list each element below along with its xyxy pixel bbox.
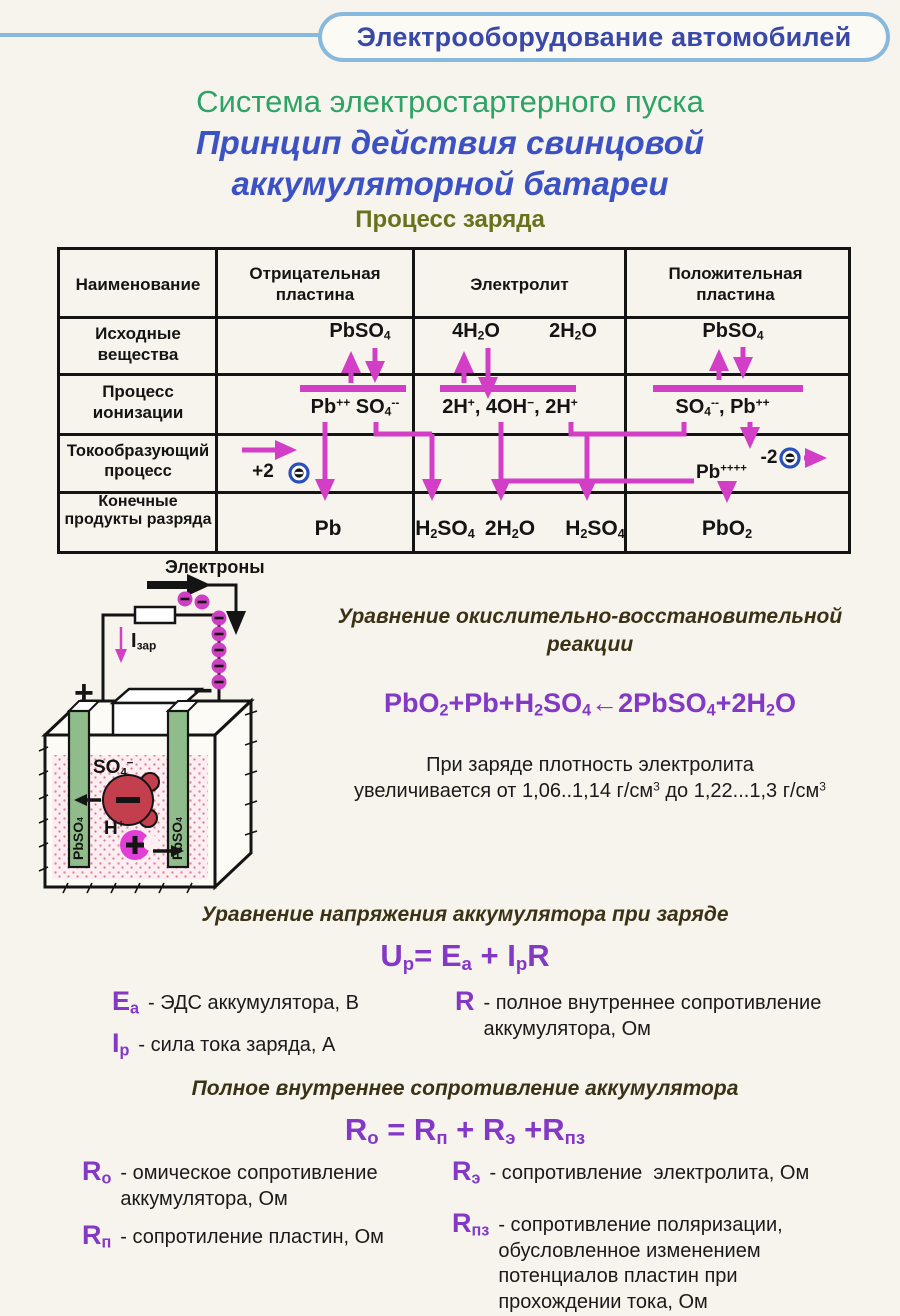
header-connector-line <box>0 33 322 37</box>
formula-final-pb: Pb <box>314 517 342 540</box>
formula-final-2h2o: $2H_2O$ <box>484 517 536 541</box>
charge-current-arrow-icon <box>115 627 127 663</box>
title-system: Система электростартерного пуска <box>196 84 704 119</box>
redox-heading-line2: реакции <box>546 633 634 657</box>
label-plus-two-electrons: +2 <box>252 461 274 482</box>
def-r-text: - полное внутреннее сопротивление аккумулятора, Ом <box>483 992 822 1040</box>
table-vertical-border <box>215 250 218 551</box>
def-rpz <box>452 1210 842 1315</box>
table-horizontal-border <box>60 316 848 319</box>
def-rp-text: - сопротиление пластин, Ом <box>120 1226 384 1248</box>
table-vertical-border <box>624 250 627 551</box>
formula-initial-electrolyte-1: $4H_2O$ <box>452 320 500 343</box>
title-principle-line1: Принцип действия свинцовой <box>195 124 705 161</box>
formula-ions-positive: $SO_4^{--}$, Pb++ <box>675 395 770 419</box>
def-re-text: - сопротивление электролита, Ом <box>489 1162 810 1184</box>
resistance-heading: Полное внутреннее сопротивление аккумулятора <box>191 1077 739 1100</box>
row-label-ionization: Процесс ионизации <box>92 382 184 422</box>
charge-process-table <box>57 247 851 554</box>
title-principle <box>50 122 850 205</box>
col-header-electrolyte: Электролит <box>470 275 569 294</box>
label-minus-two-electrons: -2 <box>760 447 778 468</box>
row-label-final: Конечные продукты разряда <box>64 493 212 528</box>
title-principle-line2: аккумуляторной батареи <box>231 165 669 203</box>
formula-ions-negative: Pb++ $SO_4^{--}$ <box>310 395 400 419</box>
col-header-name: Наименование <box>75 275 201 294</box>
title-process: Процесс заряда <box>355 206 545 233</box>
formula-initial-negative: PbSO$_4$ <box>329 320 391 343</box>
formula-pb4plus: Pb++++ <box>696 462 747 483</box>
def-rpz-symbol: $R_{пз}$ <box>452 1208 490 1240</box>
def-ip-text: - сила тока заряда, А <box>138 1034 336 1056</box>
redox-heading <box>295 603 885 660</box>
negative-plate-label: PbSO$_4$ <box>70 817 86 860</box>
resistor-icon <box>135 607 175 623</box>
app-title: Электрооборудование автомобилей <box>356 21 852 52</box>
hydrogen-ion-label: H+ <box>104 818 125 839</box>
def-ea <box>112 988 452 1017</box>
formula-final-h2so4-1: $H_2SO_4$ <box>415 517 475 541</box>
def-ip-symbol: $I_р$ <box>112 1028 130 1060</box>
def-rpz-text: - сопротивление поляризации, обусловленное изменением потенциалов пластин при прохождении тока, Ом <box>498 1214 783 1313</box>
density-note <box>295 752 885 804</box>
formula-final-pbo2: PbO$_2$ <box>701 517 753 541</box>
sulfate-ion-label: $SO_4^-$ <box>93 757 134 779</box>
def-r <box>455 988 860 1042</box>
positive-plate-label: PbSO$_4$ <box>169 817 185 860</box>
def-r-symbol: R <box>455 986 475 1016</box>
redox-heading-line1: Уравнение окислительно-восстановительной <box>337 605 843 628</box>
minus-terminal-label: − <box>193 672 213 710</box>
voltage-heading: Уравнение напряжения аккумулятора при заряде <box>201 903 729 926</box>
formula-ions-electrolyte: 2H+, 4OH−, 2H+ <box>442 395 578 418</box>
charge-current-label: $I_{зар}$ <box>131 630 157 653</box>
electron-icon <box>290 464 308 482</box>
def-rp <box>82 1222 442 1251</box>
def-re <box>452 1158 872 1187</box>
def-ro-text: - омическое сопротивление аккумулятора, Ом <box>120 1162 378 1210</box>
resistance-equation: $R_о = R_п + R_э +R_{пз}$ <box>344 1112 586 1149</box>
header-banner <box>318 12 890 62</box>
exchange-arrows-icon <box>351 347 743 394</box>
density-note-line2: увеличивается от 1,06..1,14 $г/см^3$ до 1,22...1,3 $г/см^3$ <box>354 779 826 802</box>
electrons-label: Электроны <box>165 557 265 577</box>
plus-terminal-label: + <box>74 674 94 712</box>
row-label-current: Токообразующий процесс <box>66 442 210 481</box>
redox-equation: $PbO_2+Pb+H_2SO_4\leftarrow 2PbSO_4+2H_2O$ <box>384 688 796 720</box>
col-header-positive: Положительная пластина <box>668 264 803 305</box>
def-ea-symbol: $E_а$ <box>112 986 140 1018</box>
table-horizontal-border <box>60 373 848 376</box>
voltage-equation: $U_р= E_а + I_рR$ <box>380 938 550 975</box>
def-ro <box>82 1158 432 1212</box>
def-rp-symbol: $R_п$ <box>82 1220 112 1252</box>
def-re-symbol: $R_э$ <box>452 1156 481 1188</box>
row-label-initial: Исходные вещества <box>95 324 181 364</box>
table-horizontal-border <box>60 433 848 436</box>
density-note-line1: При заряде плотность электролита <box>426 754 754 776</box>
def-ro-symbol: $R_о$ <box>82 1156 112 1188</box>
plate-surface-bars <box>300 385 803 392</box>
formula-initial-positive: PbSO$_4$ <box>702 320 764 343</box>
def-ea-text: - ЭДС аккумулятора, В <box>148 992 359 1014</box>
formula-final-h2so4-2: $H_2SO_4$ <box>565 517 625 541</box>
def-ip <box>112 1030 452 1059</box>
col-header-negative: Отрицательная пластина <box>249 264 381 305</box>
formula-initial-electrolyte-2: $2H_2O$ <box>549 320 597 343</box>
